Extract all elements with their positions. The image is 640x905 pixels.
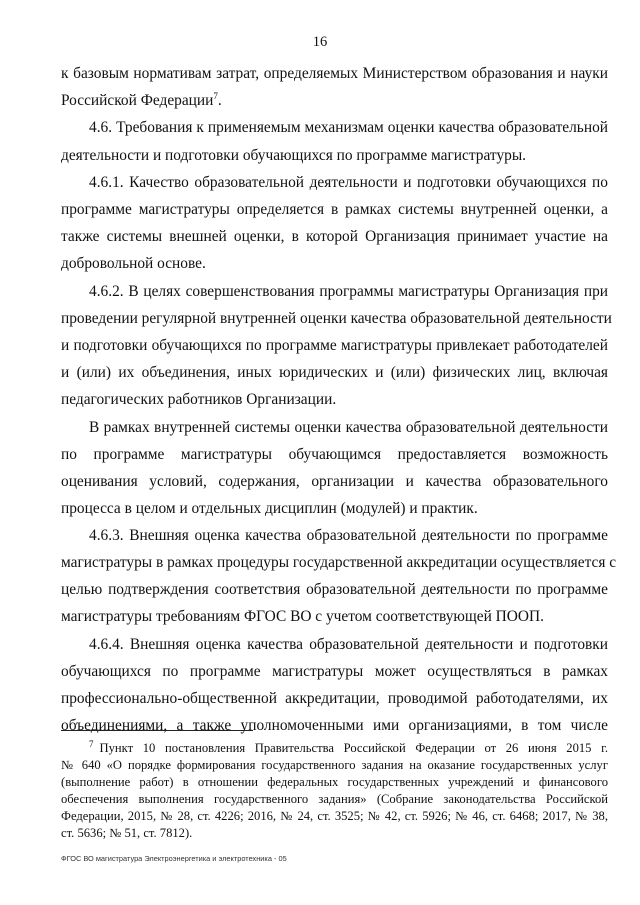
body-line bbox=[89, 525, 608, 547]
footnote-separator bbox=[61, 730, 253, 731]
body-line bbox=[61, 145, 608, 167]
page-footer: ФГОС ВО магистратура Электроэнергетика и электротехника - 05 bbox=[61, 854, 287, 863]
footnote-ref: 7 bbox=[213, 90, 218, 101]
body-line-text: профессионально-общественной аккредитации, проводимой работодателями, их bbox=[61, 690, 608, 707]
body-line-text: 4.6.3. Внешняя оценка качества образовательной деятельности по программе bbox=[89, 527, 608, 544]
footnote-line-text: обеспечения выполнения государственного задания» (Собрание законодательства Российской bbox=[61, 792, 608, 806]
footnote-line-text: (выполнение работ) в отношении федеральных государственных учреждений и финансового bbox=[61, 775, 608, 789]
body-line bbox=[61, 552, 617, 574]
body-line bbox=[61, 389, 608, 411]
body-line bbox=[61, 308, 612, 330]
body-line-text: к базовым нормативам затрат, определяемых Министерством образования и науки bbox=[61, 65, 608, 82]
body-line-text: деятельности и подготовки обучающихся по программе магистратуры. bbox=[61, 147, 527, 164]
footnote-line bbox=[61, 825, 608, 842]
body-line bbox=[61, 335, 608, 357]
body-line-text: по программе магистратуры обучающимся предоставляется возможность bbox=[61, 446, 608, 463]
body-line bbox=[61, 606, 608, 628]
footnote-line-text: ст. 5636; № 51, ст. 7812). bbox=[61, 826, 193, 840]
body-line bbox=[61, 362, 608, 384]
body-line-text: обучающихся по программе магистратуры может осуществляться в рамках bbox=[61, 663, 608, 680]
body-line-text: оценивания условий, содержания, организации и качества образовательного bbox=[61, 473, 608, 490]
footnote-line bbox=[61, 774, 608, 791]
body-line-text: 4.6.2. В целях совершенствования программы магистратуры Организация при bbox=[89, 283, 608, 300]
body-line-text: программе магистратуры определяется в рамках системы внутренней оценки, а bbox=[61, 201, 608, 218]
body-line-text: 4.6. Требования к применяемым механизмам оценки качества образовательной bbox=[89, 119, 608, 136]
body-line bbox=[61, 199, 608, 221]
body-line bbox=[61, 226, 608, 248]
body-line bbox=[61, 661, 608, 683]
body-line-text: Российской Федерации bbox=[61, 92, 214, 109]
body-line-text: и (или) их объединения, иных юридических и (или) физических лиц, включая bbox=[61, 364, 608, 381]
body-line-text: целью подтверждения соответствия образовательной деятельности по программе bbox=[61, 581, 608, 598]
body-line-text: добровольной основе. bbox=[61, 255, 206, 272]
body-line-text: педагогических работников Организации. bbox=[61, 391, 337, 408]
body-line-text: 4.6.1. Качество образовательной деятельности и подготовки обучающихся по bbox=[89, 174, 608, 191]
body-line bbox=[61, 90, 608, 112]
body-line-punct: . bbox=[217, 92, 222, 109]
footnote-line bbox=[89, 740, 608, 757]
body-line bbox=[61, 63, 608, 85]
body-line-text: 4.6.4. Внешняя оценка качества образовательной деятельности и подготовки bbox=[89, 636, 608, 653]
body-line-text: также системы внешней оценки, в которой Организация принимает участие на bbox=[61, 228, 608, 245]
body-line bbox=[89, 281, 608, 303]
body-line bbox=[61, 688, 608, 710]
footnote-line-text: Федерации, 2015, № 28, ст. 4226; 2016, № 24, ст. 3525; № 42, ст. 5926; № 46, ст. 6468; 2017, № 38, bbox=[61, 809, 608, 823]
body-line bbox=[89, 417, 608, 439]
body-line-text: и подготовки обучающихся по программе магистратуры привлекает работодателей bbox=[61, 337, 608, 354]
body-line bbox=[89, 172, 608, 194]
body-line bbox=[61, 253, 608, 275]
body-line bbox=[61, 471, 608, 493]
footnote-line bbox=[61, 791, 608, 808]
body-line bbox=[89, 117, 608, 139]
body-line-text: процесса в целом и отдельных дисциплин (модулей) и практик. bbox=[61, 500, 478, 517]
footnote-line-text: Пункт 10 постановления Правительства Российской Федерации от 26 июня 2015 г. bbox=[99, 741, 608, 755]
page-number: 16 bbox=[312, 34, 328, 50]
body-line bbox=[61, 498, 608, 520]
footnote-number: 7 bbox=[89, 738, 94, 749]
footnote-line bbox=[61, 808, 608, 825]
body-line bbox=[61, 444, 608, 466]
body-line-text: проведении регулярной внутренней оценки качества образовательной деятельности bbox=[61, 310, 612, 327]
body-line-text: объединениями, а также уполномоченными ими организациями, в том числе bbox=[61, 717, 608, 734]
footnote-line bbox=[61, 757, 608, 774]
body-line bbox=[89, 634, 608, 656]
body-line-text: магистратуры в рамках процедуры государственной аккредитации осуществляется с bbox=[61, 554, 617, 571]
body-line bbox=[61, 579, 608, 601]
footnote-line-text: № 640 «О порядке формирования государственного задания на оказание государственных услуг bbox=[61, 758, 608, 772]
body-line-text: В рамках внутренней системы оценки качества образовательной деятельности bbox=[89, 419, 608, 436]
body-line bbox=[61, 715, 608, 737]
body-line-text: магистратуры требованиям ФГОС ВО с учетом соответствующей ПООП. bbox=[61, 608, 544, 625]
